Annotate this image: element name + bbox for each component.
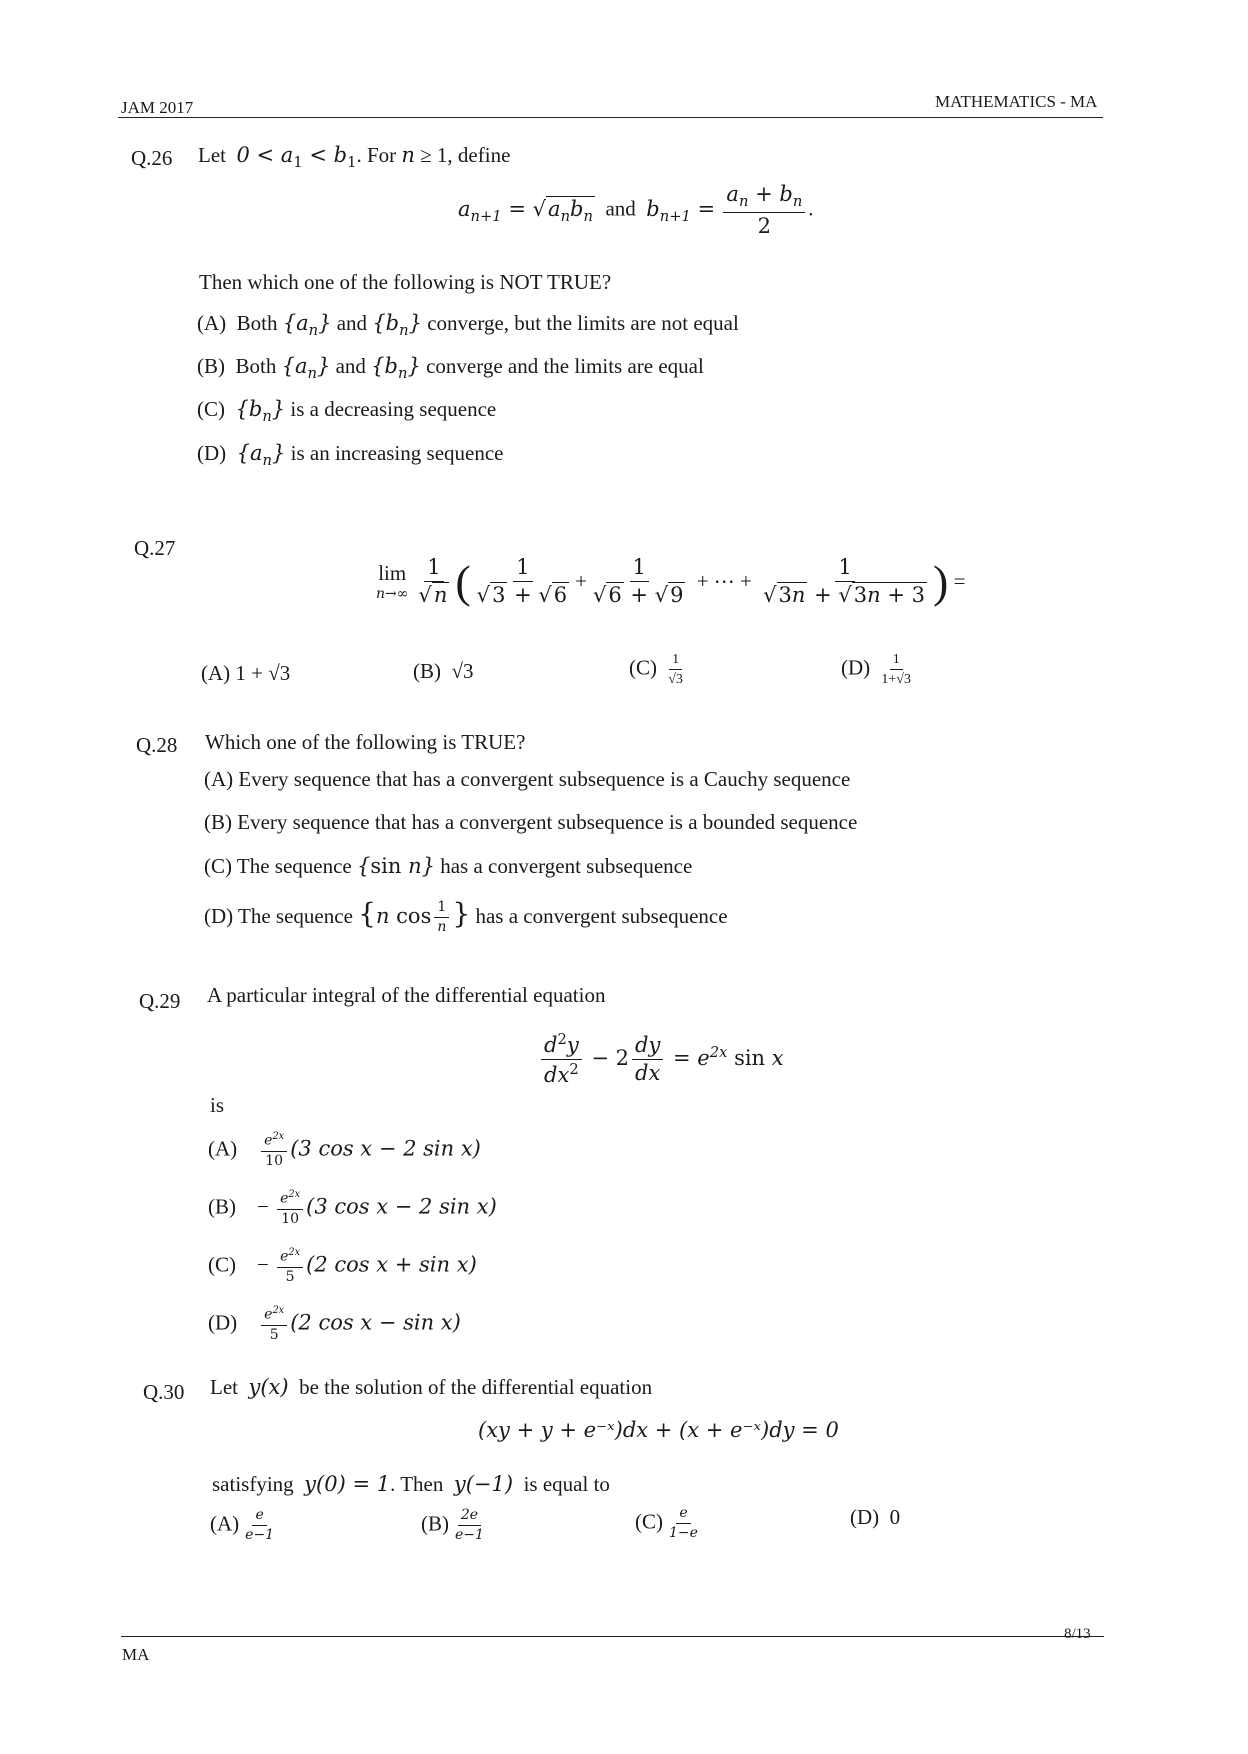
option-a[interactable]: (A) 1 + √3 [201,661,291,685]
option-a[interactable]: (A) Both $\{a_n\}$ and $\{b_n\}$ converge, but the limits are not equal [197,311,739,340]
header-rule [118,117,1103,118]
question-stem: Let y(x) be the solution of the differential equation [210,1375,653,1399]
question-is: is [210,1093,225,1117]
question-stem: Which one of the following is TRUE? [205,730,526,754]
footer-rule [121,1636,1104,1637]
option-a[interactable]: (A) $\frac{e^{2x}}{10}$ (3 cos x − 2 sin x) [208,1131,481,1169]
footer-paper-code: MA [122,1645,150,1664]
question-number: Q.30 [143,1380,185,1404]
option-d[interactable]: (D) 0 [850,1505,901,1529]
header-subject-title: MATHEMATICS - MA [935,92,1098,111]
recurrence-equation: $a_{n+1} = √a_nb_n$ and $b_{n+1}$ = $\frac{a_n + b_n}{2}$ . [458,182,814,239]
option-d[interactable]: (D) $\frac{1}{1+√3}$ [841,652,911,688]
option-b[interactable]: (B) Both $\{a_n\}$ and $\{b_n\}$ converge and the limits are equal [197,354,704,383]
option-b[interactable]: (B) $\frac{2e}{e-1}$ [421,1507,484,1544]
question-number: Q.28 [136,733,178,757]
option-d[interactable]: (D) $\frac{e^{2x}}{5}$ (2 cos x − sin x) [208,1305,461,1343]
question-stem: Let $0 < a_1 < b_1$. For n ≥ 1, define [198,143,511,172]
option-c[interactable]: (C) $\frac{e}{1-e}$ [635,1505,698,1542]
option-b[interactable]: (B) √3 [413,659,474,683]
initial-condition-line: satisfying y(0) = 1. Then y(−1) is equal to [212,1472,610,1496]
page-number: 8/13 [1064,1626,1091,1642]
option-b[interactable]: (B) Every sequence that has a convergent subsequence is a bounded sequence [204,810,858,834]
option-d[interactable]: (D) The sequence {n cos $\frac{1}{n}$ } has a convergent subsequence [204,897,728,935]
option-b[interactable]: (B) − $\frac{e^{2x}}{10}$ (3 cos x − 2 sin x) [208,1189,497,1227]
option-c[interactable]: (C) $\frac{1}{√3}$ [629,652,683,688]
header-exam-title: JAM 2017 [121,98,194,117]
option-c[interactable]: (C) The sequence {sin n} has a convergent subsequence [204,854,693,878]
option-c[interactable]: (C) − $\frac{e^{2x}}{5}$ (2 cos x + sin x) [208,1247,477,1285]
option-d[interactable]: (D) $\{a_n\}$ is an increasing sequence [197,441,504,470]
differential-equation: (xy + y + e⁻ˣ)dx + (x + e⁻ˣ)dy = 0 [478,1418,839,1442]
question-stem: A particular integral of the differential equation [207,983,606,1007]
question-number: Q.27 [134,536,176,560]
question-prompt: Then which one of the following is NOT TRUE? [199,270,612,294]
option-a[interactable]: (A) Every sequence that has a convergent subsequence is a Cauchy sequence [204,767,851,791]
question-number: Q.26 [131,146,173,170]
option-a[interactable]: (A) $\frac{e}{e-1}$ [210,1507,275,1544]
differential-equation: $\frac{d^2y}{dx^2}$ − 2 $\frac{dy}{dx}$ = $e^{2x}$ sin x [538,1032,784,1087]
limit-expression: lim n→∞ $\frac{1}{√n}$ ( $\frac{1}{√3 + √6}$ + $\frac{1}{√6 + √9}$ + ⋯ + $\frac{1}{√3n + √3n + 3}$ ) = [376,554,966,607]
question-number: Q.29 [139,989,181,1013]
option-c[interactable]: (C) $\{b_n\}$ is a decreasing sequence [197,397,497,426]
